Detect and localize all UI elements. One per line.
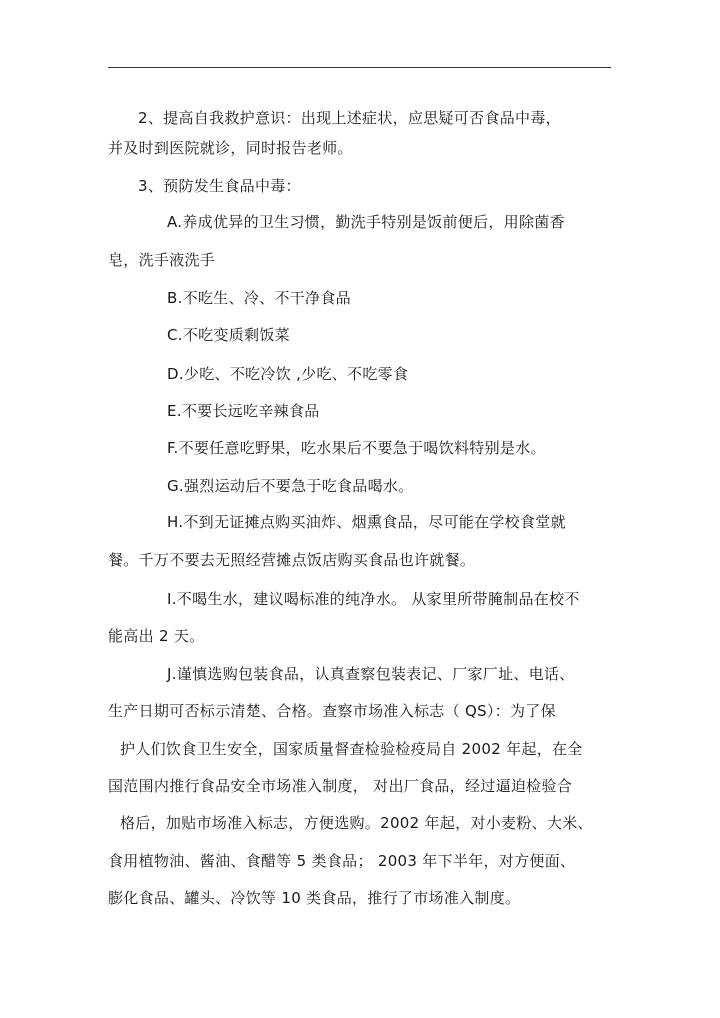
item-j-line-3: 护人们饮食卫生安全，国家质量督查检验检疫局自 2002 年起，在全 — [120, 740, 583, 758]
item-h-line-1: H.不到无证摊点购买油炸、烟熏食品，尽可能在学校食堂就 — [167, 513, 566, 531]
item-j-line-5: 格后，加贴市场准入标志，方便选购。2002 年起，对小麦粉、大米、 — [120, 814, 593, 832]
item-j-line-1: J.谨慎选购包装食品，认真查察包装表记、厂家厂址、电话、 — [167, 665, 575, 683]
item-f: F.不要任意吃野果，吃水果后不要急于喝饮料特别是水。 — [167, 439, 546, 457]
item-e: E.不要长远吃辛辣食品 — [167, 402, 320, 420]
item-c: C.不吃变质剩饭菜 — [167, 326, 290, 344]
item-h-line-2: 餐。千万不要去无照经营摊点饭店购买食品也许就餐。 — [108, 551, 476, 569]
item-j-line-2: 生产日期可否标示清楚、合格。查察市场准入标志（ QS）：为了保 — [108, 702, 556, 720]
para-self-rescue-line-1: 2、提高自我救护意识：出现上述症状，应思疑可否食品中毒， — [138, 109, 561, 127]
item-g: G.强烈运动后不要急于吃食品喝水。 — [167, 477, 414, 495]
item-a-line-1: A.养成优异的卫生习惯，勤洗手特别是饭前便后，用除菌香 — [167, 213, 565, 231]
item-d: D.少吃、不吃冷饮 ,少吃、不吃零食 — [167, 365, 409, 383]
item-i-line-2: 能高出 2 天。 — [108, 627, 205, 645]
item-i-line-1: I.不喝生水，建议喝标准的纯净水。 从家里所带腌制品在校不 — [167, 590, 580, 608]
item-a-line-2: 皂，洗手液洗手 — [108, 251, 216, 269]
para-self-rescue-line-2: 并及时到医院就诊，同时报告老师。 — [108, 139, 353, 157]
item-b: B.不吃生、冷、不干净食品 — [167, 289, 351, 307]
heading-prevention: 3、预防发生食品中毒： — [138, 177, 301, 195]
item-j-line-4: 国范围内推行食品安全市场准入制度， 对出厂食品，经过逼迫检验合 — [108, 777, 573, 795]
item-j-line-7: 膨化食品、罐头、冷饮等 10 类食品，推行了市场准入制度。 — [108, 889, 521, 907]
item-j-line-6: 食用植物油、酱油、食醋等 5 类食品； 2003 年下半年，对方便面、 — [108, 852, 576, 870]
header-rule — [108, 67, 611, 68]
